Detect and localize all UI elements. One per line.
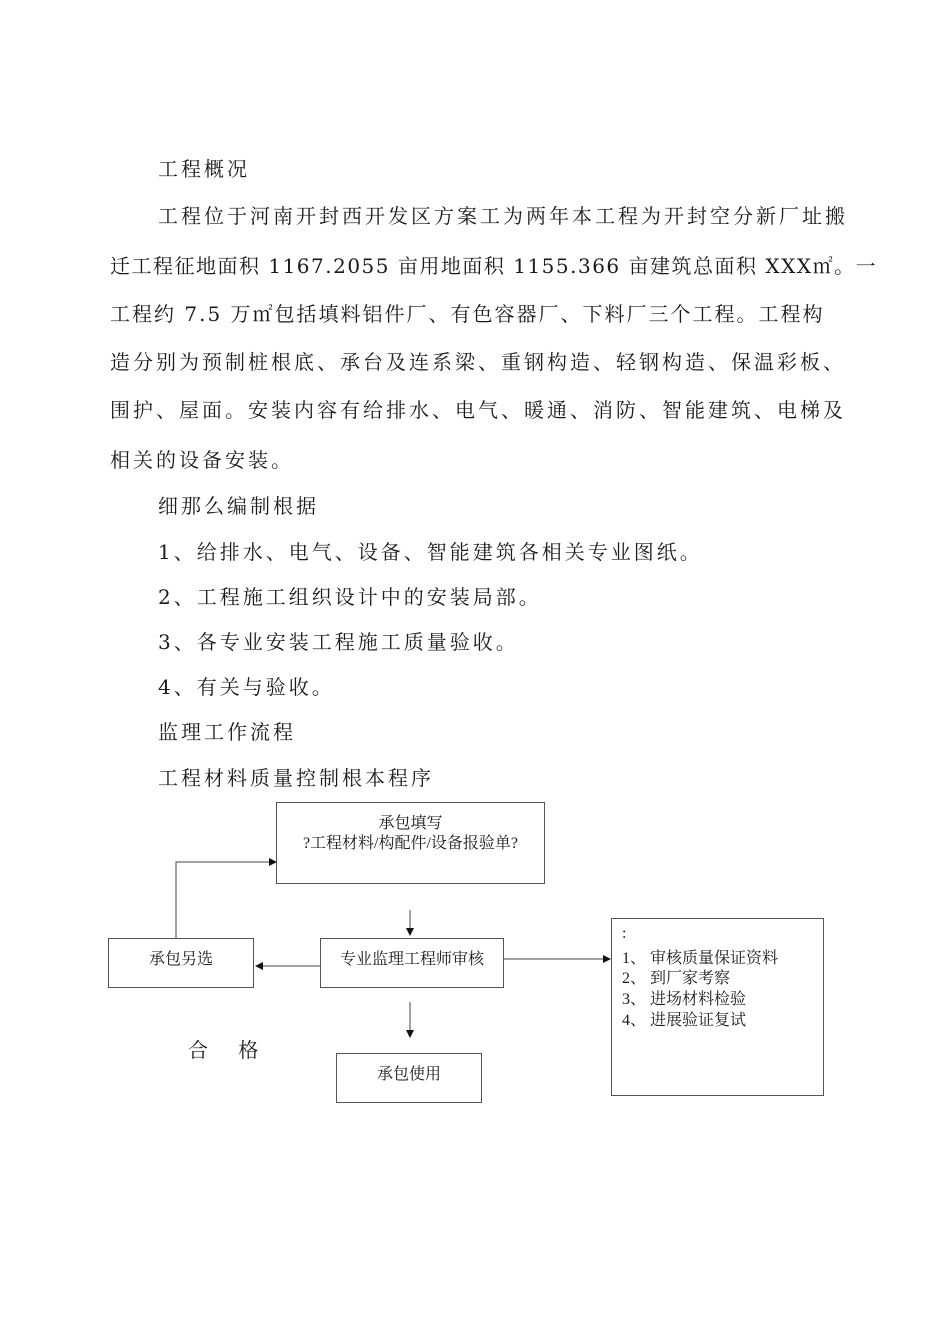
overview-line: 相关的设备安装。 xyxy=(110,448,294,472)
box-supervisor-review xyxy=(320,938,504,988)
box-contractor-reselect xyxy=(108,938,254,988)
label-pass: 合 格 xyxy=(188,1038,271,1062)
overview-line: 围护、屋面。安装内容有给排水、电气、暖通、消防、智能建筑、电梯及 xyxy=(110,398,846,422)
checklist-item: 1、 审核质量保证资料 xyxy=(622,950,779,967)
checklist-item: 2、 到厂家考察 xyxy=(622,970,731,987)
box-fill-form xyxy=(276,802,545,884)
heading-basis: 细那么编制根据 xyxy=(158,494,319,518)
heading-material: 工程材料质量控制根本程序 xyxy=(158,766,434,790)
overview-line: 工程位于河南开封西开发区方案工为两年本工程为开封空分新厂址搬 xyxy=(158,204,848,228)
box-contractor-reselect-label: 承包另选 xyxy=(149,951,214,968)
checklist-item: 3、 进场材料检验 xyxy=(622,991,747,1008)
heading-workflow: 监理工作流程 xyxy=(158,720,296,744)
basis-item: 3、各专业安装工程施工质量验收。 xyxy=(158,630,519,654)
heading-overview: 工程概况 xyxy=(158,157,250,181)
basis-item: 4、有关与验收。 xyxy=(158,675,335,699)
basis-item: 1、给排水、电气、设备、智能建筑各相关专业图纸。 xyxy=(158,540,703,564)
basis-item: 2、工程施工组织设计中的安装局部。 xyxy=(158,585,542,609)
checklist-colon: : xyxy=(622,925,627,942)
overview-line: 迁工程征地面积 1167.2055 亩用地面积 1155.366 亩建筑总面积 XXX㎡。一 xyxy=(110,254,878,278)
box-supervisor-review-label: 专业监理工程师审核 xyxy=(339,951,484,968)
box-fill-form-line1: 承包填写 xyxy=(378,815,443,832)
checklist-item: 4、 进展验证复试 xyxy=(622,1012,747,1029)
box-contractor-use xyxy=(336,1053,482,1103)
box-contractor-use-label: 承包使用 xyxy=(377,1066,442,1083)
overview-line: 工程约 7.5 万㎡包括填料铝件厂、有色容器厂、下料厂三个工程。工程构 xyxy=(110,302,825,326)
connector-reselect-to-fill xyxy=(176,862,276,938)
box-fill-form-line2: ?工程材料/构配件/设备报验单? xyxy=(302,835,519,852)
overview-line: 造分别为预制桩根底、承台及连系梁、重钢构造、轻钢构造、保温彩板、 xyxy=(110,350,846,374)
box-checklist xyxy=(611,918,824,1096)
